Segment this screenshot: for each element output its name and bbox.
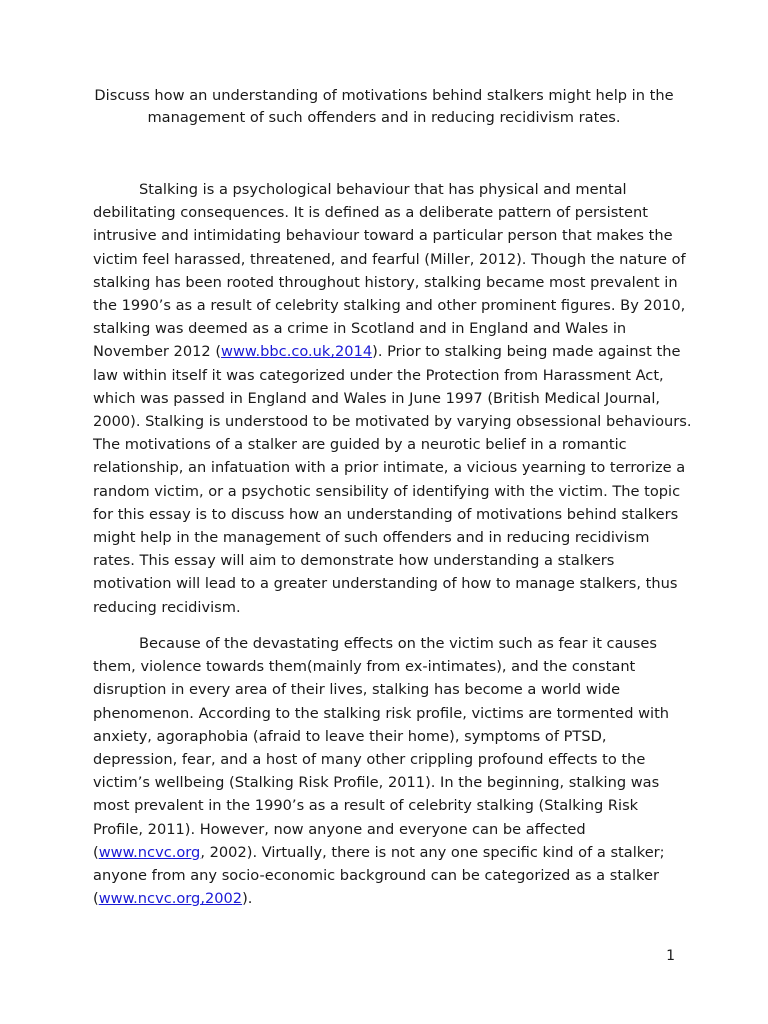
p1-line: stalking was deemed as a crime in Scotland and in England and Wales in bbox=[93, 320, 627, 338]
p1-text: ). Prior to stalking being made against the bbox=[372, 343, 681, 361]
p1-line: victim feel harassed, threatened, and fearful (Miller, 2012). Though the nature of bbox=[93, 250, 686, 268]
p2-line: most prevalent in the 1990’s as a result of celebrity stalking (Stalking Risk bbox=[93, 797, 639, 815]
p1-line: relationship, an infatuation with a prior intimate, a vicious yearning to terrorize a bbox=[93, 459, 686, 477]
p1-line: The motivations of a stalker are guided by a neurotic belief in a romantic bbox=[93, 436, 627, 454]
essay-title bbox=[80, 85, 688, 129]
p1-line: debilitating consequences. It is defined as a deliberate pattern of persistent bbox=[93, 204, 648, 222]
p2-line: anyone from any socio-economic background can be categorized as a stalker bbox=[93, 867, 659, 885]
p2-line: Because of the devastating effects on the victim such as fear it causes bbox=[139, 635, 657, 652]
p1-line bbox=[93, 340, 683, 363]
p1-line: Stalking is a psychological behaviour that has physical and mental bbox=[139, 181, 627, 198]
p2-text: , 2002). Virtually, there is not any one specific kind of a stalker; bbox=[200, 843, 665, 861]
ncvc-link[interactable]: www.ncvc.org bbox=[98, 843, 201, 861]
p2-text: ( bbox=[93, 843, 99, 861]
p2-line: anxiety, agoraphobia (afraid to leave their home), symptoms of PTSD, bbox=[93, 727, 607, 745]
p2-line: phenomenon. According to the stalking risk profile, victims are tormented with bbox=[93, 704, 670, 722]
p1-line: for this essay is to discuss how an understanding of motivations behind stalkers bbox=[93, 505, 679, 523]
p1-line: reducing recidivism. bbox=[93, 598, 241, 616]
p1-line: the 1990’s as a result of celebrity stalking and other prominent figures. By 2010, bbox=[93, 297, 686, 315]
p1-line: stalking has been rooted throughout history, stalking became most prevalent in bbox=[93, 273, 678, 291]
p1-line: 2000). Stalking is understood to be motivated by varying obsessional behaviours. bbox=[93, 413, 692, 431]
p2-line: Profile, 2011). However, now anyone and everyone can be affected bbox=[93, 820, 586, 838]
paragraph-1 bbox=[93, 178, 692, 619]
p2-text: ). bbox=[242, 890, 253, 908]
page-number: 1 bbox=[666, 948, 675, 964]
p1-line: random victim, or a psychotic sensibility of identifying with the victim. The topic bbox=[93, 482, 681, 500]
p1-line: intrusive and intimidating behaviour toward a particular person that makes the bbox=[93, 227, 673, 245]
p1-line: which was passed in England and Wales in June 1997 (British Medical Journal, bbox=[93, 389, 661, 407]
p2-line: disruption in every area of their lives, stalking has become a world wide bbox=[93, 681, 621, 699]
bbc-link[interactable]: www.bbc.co.uk,2014 bbox=[221, 343, 373, 361]
title-line-1: Discuss how an understanding of motivations behind stalkers might help in the bbox=[94, 87, 674, 104]
p1-line: might help in the management of such offenders and in reducing recidivism bbox=[93, 529, 650, 547]
p1-line: rates. This essay will aim to demonstrate how understanding a stalkers bbox=[93, 552, 615, 570]
p2-line bbox=[93, 841, 683, 864]
p2-line: depression, fear, and a host of many other crippling profound effects to the bbox=[93, 751, 646, 769]
p2-line: them, violence towards them(mainly from ex-intimates), and the constant bbox=[93, 658, 636, 676]
ncvc-link-2002[interactable]: www.ncvc.org,2002 bbox=[98, 890, 243, 908]
p2-text: ( bbox=[93, 890, 99, 908]
p1-text: November 2012 ( bbox=[93, 343, 222, 361]
p2-line: victim’s wellbeing (Stalking Risk Profile, 2011). In the beginning, stalking was bbox=[93, 774, 660, 792]
p2-line bbox=[93, 887, 683, 910]
title-line-2: management of such offenders and in reducing recidivism rates. bbox=[147, 109, 621, 126]
p1-line: law within itself it was categorized under the Protection from Harassment Act, bbox=[93, 366, 664, 384]
paragraph-2 bbox=[93, 632, 683, 910]
p1-line: motivation will lead to a greater understanding of how to manage stalkers, thus bbox=[93, 575, 678, 593]
